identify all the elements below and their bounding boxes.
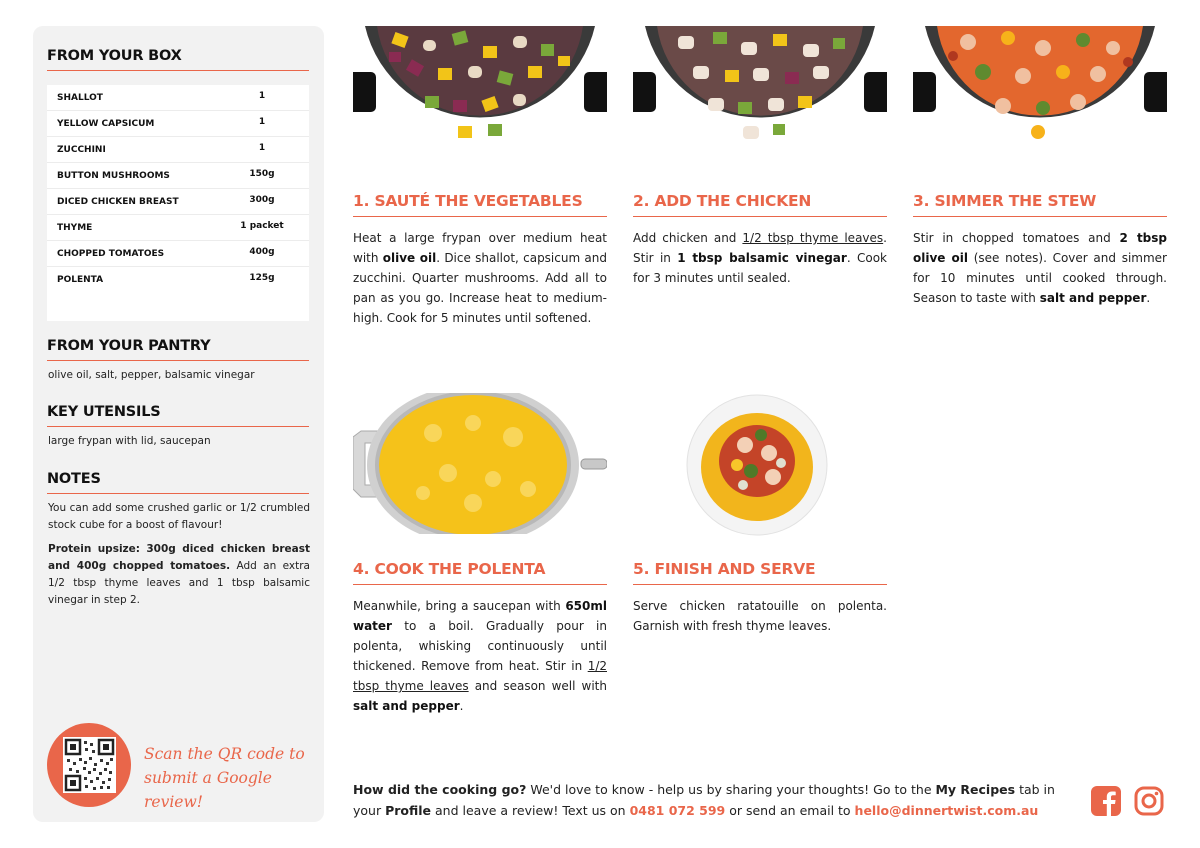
step-text-part: to a boil. Gradually pour in polenta, whisking continuously until thickened. Remove from heat. Stir in <box>353 619 607 673</box>
ingredient-qty: 300g <box>249 195 275 205</box>
step-text-bold: 1 tbsp balsamic vinegar <box>677 251 847 265</box>
step-divider <box>353 216 607 217</box>
step-5-text <box>633 596 887 636</box>
qr-call-to-action <box>144 742 319 814</box>
ingredient-name: YELLOW CAPSICUM <box>57 119 155 129</box>
my-recipes-link[interactable]: My Recipes <box>935 782 1016 797</box>
step-5-title: 5. FINISH AND SERVE <box>633 560 816 578</box>
step-divider <box>353 584 607 585</box>
step-text-part: Add chicken and <box>633 231 743 245</box>
ingredient-name: THYME <box>57 223 93 233</box>
step-text-bold: 650ml water <box>353 599 607 633</box>
qr-code-icon[interactable] <box>63 737 116 793</box>
heading-divider <box>47 70 309 71</box>
step-text-part: . Dice shallot, capsicum and zucchini. Quarter mushrooms. Add all to pan as you go. Increase heat to medium-high. Cook for 5 minutes until softened. <box>353 251 607 325</box>
ingredient-qty: 1 <box>258 91 266 101</box>
step-text-underline: 1/2 tbsp thyme leaves <box>353 659 607 693</box>
feedback-footer <box>353 779 1073 821</box>
step-divider <box>633 216 887 217</box>
ingredient-qty: 1 packet <box>240 221 284 231</box>
step-text-part: Meanwhile, bring a saucepan with <box>353 599 566 613</box>
ingredient-row <box>47 267 309 293</box>
footer-text: We'd love to know - help us by sharing your thoughts! Go to the <box>526 782 936 797</box>
ingredient-qty: 1 <box>258 143 266 153</box>
step-text-part: . <box>459 699 464 713</box>
heading-divider <box>47 426 309 427</box>
step-text-part: Stir in chopped tomatoes and <box>913 231 1120 245</box>
step-3-text <box>913 228 1167 308</box>
ingredient-row <box>47 137 309 163</box>
ingredient-name: BUTTON MUSHROOMS <box>57 171 170 181</box>
step-3-photo <box>913 26 1167 170</box>
ingredient-name: POLENTA <box>57 275 104 285</box>
step-text-bold: 2 tbsp olive oil <box>913 231 1167 265</box>
ingredient-row <box>47 111 309 137</box>
step-text-part: . Cook for 3 minutes until sealed. <box>633 251 887 285</box>
step-1-photo <box>353 26 607 170</box>
step-1-title: 1. SAUTÉ THE VEGETABLES <box>353 192 583 210</box>
step-text-part: and season well with <box>468 679 607 693</box>
step-4-text <box>353 596 607 716</box>
utensils-text: large frypan with lid, saucepan <box>48 435 211 447</box>
ingredient-name: ZUCCHINI <box>57 145 106 155</box>
sidebar <box>33 26 324 822</box>
step-text-bold: olive oil <box>382 251 437 265</box>
step-divider <box>633 584 887 585</box>
ingredients-table <box>47 85 309 321</box>
step-text-part: Heat a large frypan over medium heat with <box>353 231 607 265</box>
footer-text: or send an email to <box>725 803 855 818</box>
step-text-part: . Stir in <box>633 231 887 265</box>
ingredient-qty: 1 <box>258 117 266 127</box>
from-your-box-heading: FROM YOUR BOX <box>47 48 182 64</box>
ingredient-qty: 125g <box>249 273 275 283</box>
ingredient-name: CHOPPED TOMATOES <box>57 249 165 259</box>
footer-question: How did the cooking go? <box>353 782 527 797</box>
footer-text: and leave a review! Text us on <box>431 803 630 818</box>
ingredient-name: SHALLOT <box>57 93 103 103</box>
step-2-text <box>633 228 887 288</box>
step-3-title: 3. SIMMER THE STEW <box>913 192 1097 210</box>
ingredient-qty: 150g <box>249 169 275 179</box>
note-garlic: You can add some crushed garlic or 1/2 crumbled stock cube for a boost of flavour! <box>48 502 310 531</box>
note-rest: Add an extra 1/2 tbsp thyme leaves and 1 tbsp balsamic vinegar in step 2. <box>48 560 310 606</box>
email-link[interactable]: hello@dinnertwist.com.au <box>854 803 1039 818</box>
step-text-part: . <box>1146 291 1151 305</box>
step-5-photo <box>633 393 887 537</box>
notes-heading: NOTES <box>47 471 101 487</box>
step-divider <box>913 216 1167 217</box>
step-text-bold: salt and pepper <box>1039 291 1147 305</box>
ingredient-row <box>47 85 309 111</box>
step-4-photo <box>353 393 607 537</box>
utensils-heading: KEY UTENSILS <box>47 404 161 420</box>
ingredient-qty: 400g <box>249 247 275 257</box>
heading-divider <box>47 360 309 361</box>
note-protein-upsize <box>48 541 310 609</box>
ingredient-row <box>47 215 309 241</box>
note-bold: Protein upsize: 300g diced chicken breast and 400g chopped tomatoes. <box>48 543 310 572</box>
footer-text: tab in your <box>353 782 1055 818</box>
pantry-text: olive oil, salt, pepper, balsamic vinegar <box>48 369 255 381</box>
step-1-text <box>353 228 607 328</box>
step-2-title: 2. ADD THE CHICKEN <box>633 192 812 210</box>
instagram-icon[interactable] <box>1133 785 1165 817</box>
step-text-part: Serve chicken ratatouille on polenta. Garnish with fresh thyme leaves. <box>633 599 887 633</box>
step-4-title: 4. COOK THE POLENTA <box>353 560 546 578</box>
ingredient-row <box>47 163 309 189</box>
pantry-heading: FROM YOUR PANTRY <box>47 338 211 354</box>
phone-link[interactable]: 0481 072 599 <box>629 803 726 818</box>
ingredient-row <box>47 241 309 267</box>
qr-cta-line: Scan the QR code to <box>144 745 305 763</box>
step-2-photo <box>633 26 887 170</box>
step-text-underline: 1/2 tbsp thyme leaves <box>742 231 884 245</box>
qr-cta-line: submit a Google review! <box>144 769 272 811</box>
profile-link[interactable]: Profile <box>385 803 432 818</box>
step-text-bold: salt and pepper <box>353 699 460 713</box>
heading-divider <box>47 493 309 494</box>
facebook-icon[interactable] <box>1090 785 1122 817</box>
ingredient-row <box>47 189 309 215</box>
qr-badge[interactable] <box>47 723 131 807</box>
step-text-part: (see notes). Cover and simmer for 10 minutes until cooked through. Season to taste with <box>913 251 1167 305</box>
ingredient-name: DICED CHICKEN BREAST <box>57 197 179 207</box>
